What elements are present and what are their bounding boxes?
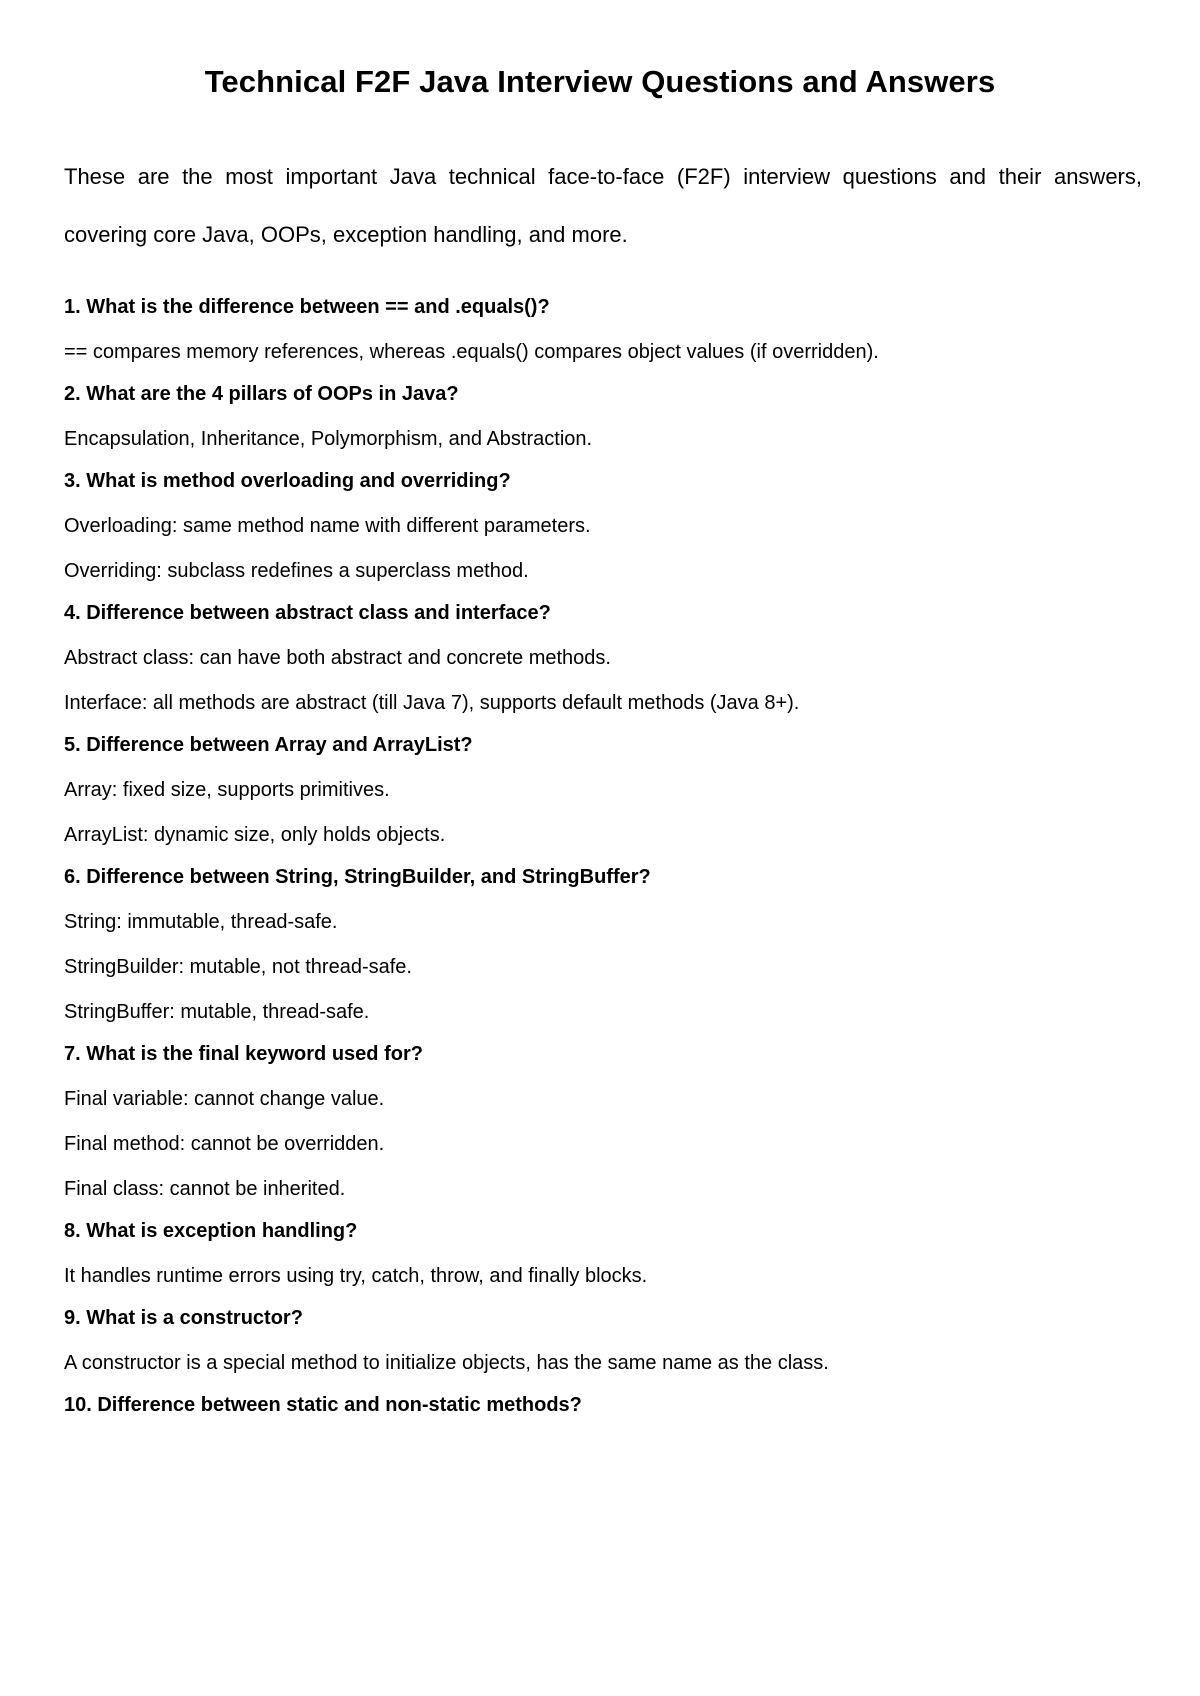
qa-item bbox=[64, 1216, 1142, 1291]
question-heading: 3. What is method overloading and overriding? bbox=[64, 470, 511, 492]
answer-line: Overloading: same method name with different parameters. bbox=[64, 515, 591, 537]
qa-item bbox=[64, 466, 1142, 586]
qa-item bbox=[64, 379, 1142, 454]
question-heading: 6. Difference between String, StringBuilder, and StringBuffer? bbox=[64, 866, 651, 888]
answer-line: StringBuffer: mutable, thread-safe. bbox=[64, 1001, 370, 1023]
answer-line: ArrayList: dynamic size, only holds objects. bbox=[64, 824, 446, 846]
question-heading: 2. What are the 4 pillars of OOPs in Java? bbox=[64, 383, 459, 405]
qa-item bbox=[64, 1390, 1142, 1420]
question-heading: 4. Difference between abstract class and interface? bbox=[64, 602, 551, 624]
qa-item bbox=[64, 292, 1142, 367]
qa-item bbox=[64, 730, 1142, 850]
qa-item bbox=[64, 862, 1142, 1027]
answer-line: It handles runtime errors using try, catch, throw, and finally blocks. bbox=[64, 1265, 648, 1287]
qa-item bbox=[64, 1303, 1142, 1378]
answer-line: Encapsulation, Inheritance, Polymorphism, and Abstraction. bbox=[64, 428, 593, 450]
answer-line: Abstract class: can have both abstract and concrete methods. bbox=[64, 647, 611, 669]
question-heading: 8. What is exception handling? bbox=[64, 1220, 358, 1242]
question-heading: 10. Difference between static and non-static methods? bbox=[64, 1394, 582, 1416]
document-title: Technical F2F Java Interview Questions and Answers bbox=[204, 64, 996, 99]
answer-line: StringBuilder: mutable, not thread-safe. bbox=[64, 956, 412, 978]
answer-line: Interface: all methods are abstract (till Java 7), supports default methods (Java 8+). bbox=[64, 692, 800, 714]
question-heading: 9. What is a constructor? bbox=[64, 1307, 303, 1329]
qa-list bbox=[64, 292, 1142, 1435]
intro-paragraph: These are the most important Java technical face-to-face (F2F) interview questions and their answers, covering core Java, OOPs, exception handling, and more. bbox=[64, 164, 1142, 247]
answer-line: Final class: cannot be inherited. bbox=[64, 1178, 346, 1200]
answer-line: A constructor is a special method to initialize objects, has the same name as the class. bbox=[64, 1352, 829, 1374]
question-heading: 1. What is the difference between == and .equals()? bbox=[64, 296, 550, 318]
answer-line: Final method: cannot be overridden. bbox=[64, 1133, 385, 1155]
answer-line: String: immutable, thread-safe. bbox=[64, 911, 338, 933]
answer-line: Array: fixed size, supports primitives. bbox=[64, 779, 390, 801]
answer-line: Overriding: subclass redefines a superclass method. bbox=[64, 560, 529, 582]
qa-item bbox=[64, 598, 1142, 718]
answer-line: Final variable: cannot change value. bbox=[64, 1088, 385, 1110]
answer-line: == compares memory references, whereas .equals() compares object values (if overridden). bbox=[64, 341, 879, 363]
question-heading: 5. Difference between Array and ArrayList? bbox=[64, 734, 473, 756]
qa-item bbox=[64, 1039, 1142, 1204]
question-heading: 7. What is the final keyword used for? bbox=[64, 1043, 423, 1065]
